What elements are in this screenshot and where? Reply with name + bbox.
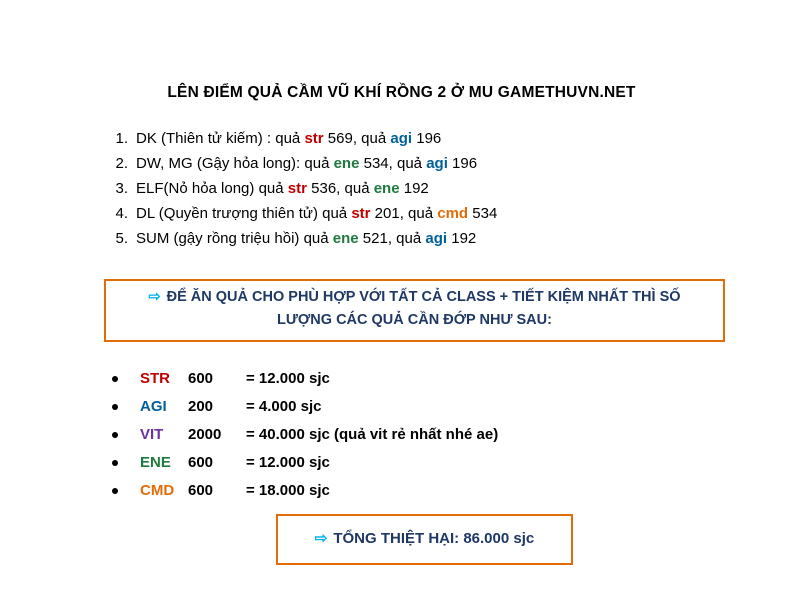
stat-quantity: 600 — [188, 370, 214, 387]
stat-cmd: CMD — [140, 482, 175, 499]
list-item — [108, 226, 748, 251]
stat-quantity: 200 — [188, 398, 214, 415]
stat-ene: ene — [373, 180, 400, 197]
stat-ene: ene — [332, 230, 359, 247]
stat-agi: agi — [390, 130, 413, 147]
quantity-prefix: quả — [392, 230, 426, 247]
stat-cost: = 18.000 sjc — [246, 482, 330, 499]
weapon-name: DW, MG (Gậy hỏa long): — [136, 155, 301, 172]
quantity-prefix: quả — [254, 180, 288, 197]
stat-cost: = 12.000 sjc — [246, 454, 330, 471]
list-item — [108, 151, 748, 176]
stat-agi: agi — [425, 230, 448, 247]
stat-ene: ene — [333, 155, 360, 172]
quantity-prefix: quả — [340, 180, 374, 197]
stat-cost: = 12.000 sjc — [246, 370, 330, 387]
list-item — [104, 477, 724, 505]
list-item — [108, 201, 748, 226]
stat-str: STR — [140, 370, 170, 387]
stat-value: 201, — [370, 205, 404, 222]
total-cost-text: TỔNG THIỆT HẠI: 86.000 sjc — [333, 530, 535, 547]
list-item — [104, 449, 724, 477]
quantity-prefix: quả — [317, 205, 352, 222]
stat-value: 536, — [306, 180, 341, 197]
list-marker: 5. — [115, 230, 128, 247]
weapon-name: DL (Quyền trượng thiên tử) — [136, 205, 318, 222]
stat-value: 569, — [323, 130, 358, 147]
quantity-prefix: quả — [357, 130, 391, 147]
stat-agi: AGI — [140, 398, 167, 415]
list-item — [104, 421, 724, 449]
callout-line-1 — [106, 289, 723, 305]
total-cost-box — [276, 514, 573, 565]
arrow-right-icon: ⇨ — [314, 530, 328, 547]
total-cost-line — [278, 529, 571, 547]
bullet-icon — [112, 460, 118, 466]
stat-cmd: cmd — [437, 205, 469, 222]
stat-cost: = 40.000 sjc — [246, 426, 330, 443]
bullet-icon — [112, 376, 118, 382]
stat-vit: VIT — [140, 426, 164, 443]
quantity-prefix: quả — [403, 205, 438, 222]
stat-str: str — [304, 130, 324, 147]
callout-text-2: LƯỢNG CÁC QUẢ CẦN ĐỚP NHƯ SAU: — [277, 312, 552, 328]
weapon-name: ELF(Nỏ hỏa long) — [136, 180, 255, 197]
stat-note: (quả vit rẻ nhất nhé ae) — [329, 426, 499, 443]
stat-value: 192 — [399, 180, 429, 197]
stat-quantity: 600 — [188, 454, 214, 471]
quantity-prefix: quả — [392, 155, 427, 172]
page-title: LÊN ĐIỂM QUẢ CẦM VŨ KHÍ RỒNG 2 Ở MU GAMETHUVN.NET — [167, 84, 636, 101]
list-marker: 1. — [115, 130, 128, 147]
stat-value: 521, — [358, 230, 393, 247]
list-item — [104, 365, 724, 393]
bullet-icon — [112, 404, 118, 410]
weapon-list — [108, 126, 748, 251]
stat-value: 534 — [468, 205, 498, 222]
stat-ene: ENE — [140, 454, 171, 471]
stat-agi: agi — [426, 155, 448, 172]
callout-line-2 — [106, 312, 723, 328]
stat-str: str — [287, 180, 307, 197]
callout-text-1: ĐỂ ĂN QUẢ CHO PHÙ HỢP VỚI TẤT CẢ CLASS + TIẾT KIỆM NHẤT THÌ SỐ — [166, 289, 681, 305]
list-item — [108, 176, 748, 201]
quantity-prefix: quả — [271, 130, 305, 147]
weapon-name: DK (Thiên tử kiếm) : — [136, 130, 272, 147]
list-marker: 3. — [115, 180, 128, 197]
stat-cost-list — [104, 365, 724, 505]
stat-str: str — [351, 205, 371, 222]
list-marker: 4. — [115, 205, 128, 222]
stat-value: 196 — [447, 155, 478, 172]
quantity-prefix: quả — [299, 230, 333, 247]
highlight-callout-box — [104, 279, 725, 342]
stat-value: 192 — [447, 230, 477, 247]
stat-value: 534, — [359, 155, 393, 172]
stat-cost: = 4.000 sjc — [246, 398, 322, 415]
quantity-prefix: quả — [300, 155, 334, 172]
bullet-icon — [112, 432, 118, 438]
list-item — [108, 126, 748, 151]
stat-quantity: 600 — [188, 482, 214, 499]
stat-value: 196 — [412, 130, 442, 147]
list-marker: 2. — [115, 155, 128, 172]
arrow-right-icon: ⇨ — [148, 289, 161, 305]
bullet-icon — [112, 488, 118, 494]
weapon-name: SUM (gậy rồng triệu hồi) — [136, 230, 300, 247]
stat-quantity: 2000 — [188, 426, 222, 443]
list-item — [104, 393, 724, 421]
